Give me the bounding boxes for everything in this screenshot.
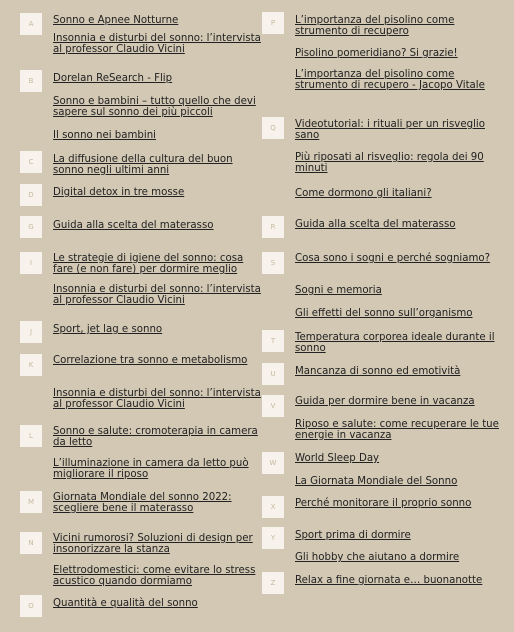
article-link[interactable]: Le strategie di igiene del sonno: cosa fare (e non fare) per dormire meglio <box>53 253 244 275</box>
article-link[interactable]: Gli effetti del sonno sull’organismo <box>295 308 473 319</box>
article-link[interactable]: Sonno e Apnee Notturne <box>53 15 179 26</box>
article-link[interactable]: Sogni e memoria <box>295 285 382 296</box>
article-link[interactable]: Temperatura corporea ideale durante il sonno <box>295 332 495 354</box>
article-link[interactable]: Perché monitorare il proprio sonno <box>295 498 472 509</box>
letter-badge: Z <box>262 572 284 594</box>
article-link[interactable]: Vicini rumorosi? Soluzioni di design per insonorizzare la stanza <box>53 533 253 555</box>
article-link[interactable]: Insonnia e disturbi del sonno: l’intervista al professor Claudio Vicini <box>53 388 261 410</box>
article-link[interactable]: Relax a fine giornata e… buonanotte <box>295 575 483 586</box>
letter-badge: B <box>20 70 42 92</box>
letter-badge: G <box>20 216 42 238</box>
letter-badge: X <box>262 496 284 518</box>
letter-badge: A <box>20 13 42 35</box>
article-link[interactable]: Pisolino pomeridiano? Si grazie! <box>295 48 458 59</box>
article-link[interactable]: Insonnia e disturbi del sonno: l’intervista al professor Claudio Vicini <box>53 33 261 55</box>
letter-badge: Q <box>262 117 284 139</box>
article-link[interactable]: Dorelan ReSearch - Flip <box>53 73 173 84</box>
article-link[interactable]: Insonnia e disturbi del sonno: l’intervista al professor Claudio Vicini <box>53 284 261 306</box>
letter-badge: D <box>20 184 42 206</box>
letter-badge: V <box>262 395 284 417</box>
article-link[interactable]: Sport prima di dormire <box>295 530 411 541</box>
letter-badge: L <box>20 425 42 447</box>
article-link[interactable]: Il sonno nei bambini <box>53 130 157 141</box>
letter-badge: N <box>20 532 42 554</box>
letter-badge: P <box>262 12 284 34</box>
article-link[interactable]: Giornata Mondiale del sonno 2022: scegliere bene il materasso <box>53 492 232 514</box>
article-link[interactable]: Riposo e salute: come recuperare le tue energie in vacanza <box>295 419 499 441</box>
article-link[interactable]: Guida alla scelta del materasso <box>53 220 214 231</box>
letter-badge: Y <box>262 527 284 549</box>
article-link[interactable]: La diffusione della cultura del buon sonno negli ultimi anni <box>53 154 233 176</box>
article-link[interactable]: Sport, jet lag e sonno <box>53 324 163 335</box>
letter-badge: T <box>262 330 284 352</box>
article-link[interactable]: Più riposati al risveglio: regola dei 90 minuti <box>295 152 484 174</box>
letter-badge: R <box>262 216 284 238</box>
letter-badge: C <box>20 151 42 173</box>
article-link[interactable]: Mancanza di sonno ed emotività <box>295 366 461 377</box>
article-link[interactable]: L’importanza del pisolino come strumento di recupero - Jacopo Vitale <box>295 69 485 91</box>
letter-badge: K <box>20 354 42 376</box>
letter-badge: U <box>262 363 284 385</box>
letter-badge: I <box>20 252 42 274</box>
article-link[interactable]: World Sleep Day <box>295 453 380 464</box>
article-link[interactable]: Gli hobby che aiutano a dormire <box>295 552 460 563</box>
article-link[interactable]: Quantità e qualità del sonno <box>53 598 198 609</box>
article-link[interactable]: Correlazione tra sonno e metabolismo <box>53 355 248 366</box>
letter-badge: W <box>262 452 284 474</box>
letter-badge: O <box>20 595 42 617</box>
article-link[interactable]: Sonno e salute: cromoterapia in camera da letto <box>53 426 258 448</box>
article-link[interactable]: Guida per dormire bene in vacanza <box>295 396 475 407</box>
article-link[interactable]: L’importanza del pisolino come strumento di recupero <box>295 15 455 37</box>
letter-badge: J <box>20 321 42 343</box>
article-link[interactable]: Elettrodomestici: come evitare lo stress acustico quando dormiamo <box>53 565 256 587</box>
article-link[interactable]: Guida alla scelta del materasso <box>295 219 456 230</box>
article-link[interactable]: L’illuminazione in camera da letto può migliorare il riposo <box>53 458 249 480</box>
article-link[interactable]: Videotutorial: i rituali per un risveglio sano <box>295 119 485 141</box>
article-link[interactable]: Cosa sono i sogni e perché sogniamo? <box>295 253 491 264</box>
letter-badge: S <box>262 252 284 274</box>
letter-badge: M <box>20 491 42 513</box>
article-link[interactable]: Come dormono gli italiani? <box>295 188 432 199</box>
article-link[interactable]: Digital detox in tre mosse <box>53 187 185 198</box>
article-link[interactable]: Sonno e bambini – tutto quello che devi sapere sul sonno dei più piccoli <box>53 96 256 118</box>
article-link[interactable]: La Giornata Mondiale del Sonno <box>295 476 458 487</box>
